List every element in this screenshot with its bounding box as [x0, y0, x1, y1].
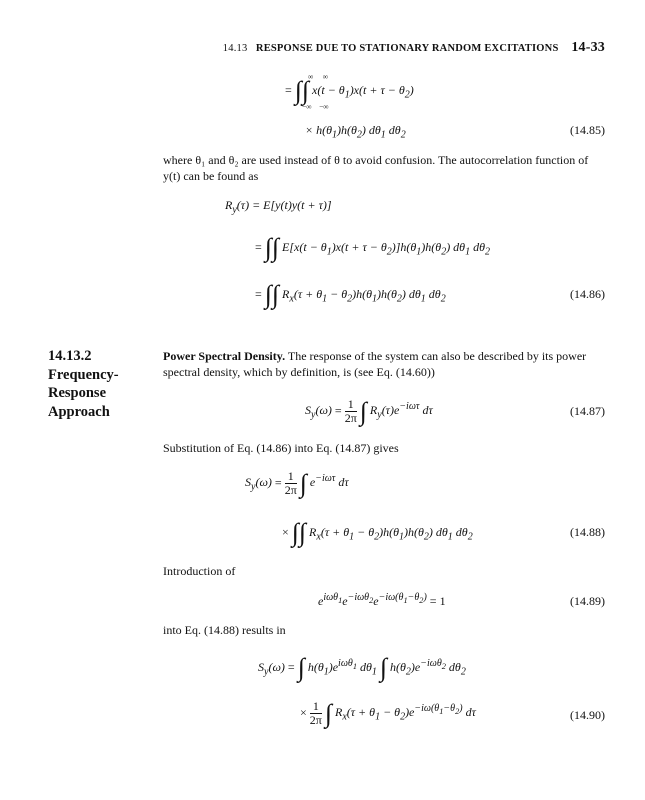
- equation-14-85-line1: = ∫∫ $x(t - \theta_1)x(t + \tau - \theta_2)$: [285, 76, 414, 105]
- paragraph-results: into Eq. (14.88) results in: [163, 623, 286, 637]
- fraction-one-over-two-pi: $\frac{1}{2\pi}$: [344, 397, 357, 425]
- equation-number-14-86: (14.86): [570, 287, 605, 301]
- equation-14-85-line2: × $h(\theta_1)h(\theta_2)$ $d\theta_1$ $d\theta_2$: [305, 123, 406, 141]
- running-header: [223, 40, 605, 56]
- limit-lower: −∞ −∞: [302, 102, 329, 111]
- equation-14-90-line2: × $\frac{1}{2\pi}$ ∫ $R_x(\tau + \theta_1 - \theta_2)e^{-i\omega(\theta_1-\theta_2)}$ dτ: [300, 698, 476, 728]
- equation-14-86-line2: = ∫∫ $E[x(t - \theta_1)x(t + \tau - \theta_2)]h(\theta_1)h(\theta_2)$ $d\theta_1$ $d\theta_2$: [255, 233, 490, 262]
- equation-14-88-line1: $S_y(\omega)$ = $\frac{1}{2\pi}$ ∫ $e^{-i\omega\tau}$ dτ: [245, 468, 349, 498]
- header-title: RESPONSE DUE TO STATIONARY RANDOM EXCITATIONS: [255, 43, 559, 54]
- subsection-text: The response of the system can also be described by its power spectral density, which by definition, is (see Eq. (14.60)): [163, 349, 587, 379]
- sidebar-heading-line: Response: [48, 385, 107, 401]
- fraction-one-over-two-pi: $\frac{1}{2\pi}$: [309, 699, 322, 727]
- equation-14-89: $e^{i\omega\theta_1}e^{-i\omega\theta_2}e^{-i\omega(\theta_1-\theta_2)} = 1$: [318, 592, 446, 608]
- integral-icon: ∫: [299, 468, 307, 498]
- subsection-paragraph: [163, 348, 603, 380]
- integral-icon: ∫: [297, 653, 305, 682]
- paragraph-autocorrelation: where θ₁ and θ₂ are used instead of θ to avoid confusion. The autocorrelation function of y(t) can be found as: [163, 153, 589, 183]
- eq-14-89-rhs: = 1: [429, 594, 446, 608]
- sidebar-section-heading: [48, 347, 119, 421]
- double-integral-icon: ∫∫: [264, 233, 280, 262]
- integral-icon: ∫: [379, 653, 388, 682]
- equation-14-86-lhs: $R_y(\tau) = E[y(t)y(t + \tau)]$: [225, 198, 332, 216]
- equation-14-86-line3: = ∫∫ $R_x(\tau + \theta_1 - \theta_2)h(\theta_1)h(\theta_2)$ $d\theta_1$ $d\theta_2$: [255, 280, 446, 309]
- equation-14-90-line1: $S_y(\omega)$ = ∫ $h(\theta_1)e^{i\omega\theta_1}$ $d\theta_1$ ∫ $h(\theta_2)e^{-i\omega\theta_2}$ $d\theta_2$: [258, 653, 466, 682]
- paragraph-introduction: Introduction of: [163, 564, 236, 578]
- equation-number-14-89: (14.89): [570, 594, 605, 608]
- page-number: 14-33: [571, 40, 605, 55]
- fraction-one-over-two-pi: $\frac{1}{2\pi}$: [284, 469, 297, 497]
- limit-upper: ∞ ∞: [308, 72, 329, 81]
- integral-icon: ∫: [324, 698, 332, 728]
- equation-number-14-87: (14.87): [570, 404, 605, 418]
- header-section-number: 14.13: [222, 43, 248, 54]
- integral-icon: ∫: [359, 396, 367, 426]
- sidebar-heading-line: Frequency-: [48, 366, 119, 383]
- equation-number-14-88: (14.88): [570, 525, 605, 539]
- sidebar-heading-line: Approach: [48, 403, 110, 420]
- double-integral-icon: ∫∫: [294, 76, 310, 105]
- double-integral-icon: ∫∫: [264, 280, 280, 309]
- equation-14-88-line2: × ∫∫ $R_x(\tau + \theta_1 - \theta_2)h(\theta_1)h(\theta_2)$ $d\theta_1$ $d\theta_2$: [282, 518, 473, 547]
- sidebar-heading-number: 14.13.2: [48, 348, 92, 364]
- double-integral-icon: ∫∫: [291, 518, 307, 547]
- equation-number-14-90: (14.90): [570, 708, 605, 722]
- eq-14-85-integrand: $x(t - \theta_1)x(t + \tau - \theta_2)$: [312, 82, 414, 101]
- equation-number-14-85: (14.85): [570, 123, 605, 137]
- equation-14-87: $S_y(\omega)$ = $\frac{1}{2\pi}$ ∫ $R_y(\tau)e^{-i\omega\tau}$ dτ: [305, 396, 433, 426]
- paragraph-substitution: Substitution of Eq. (14.86) into Eq. (14.87) gives: [163, 441, 399, 455]
- subsection-title: Power Spectral Density.: [163, 349, 286, 363]
